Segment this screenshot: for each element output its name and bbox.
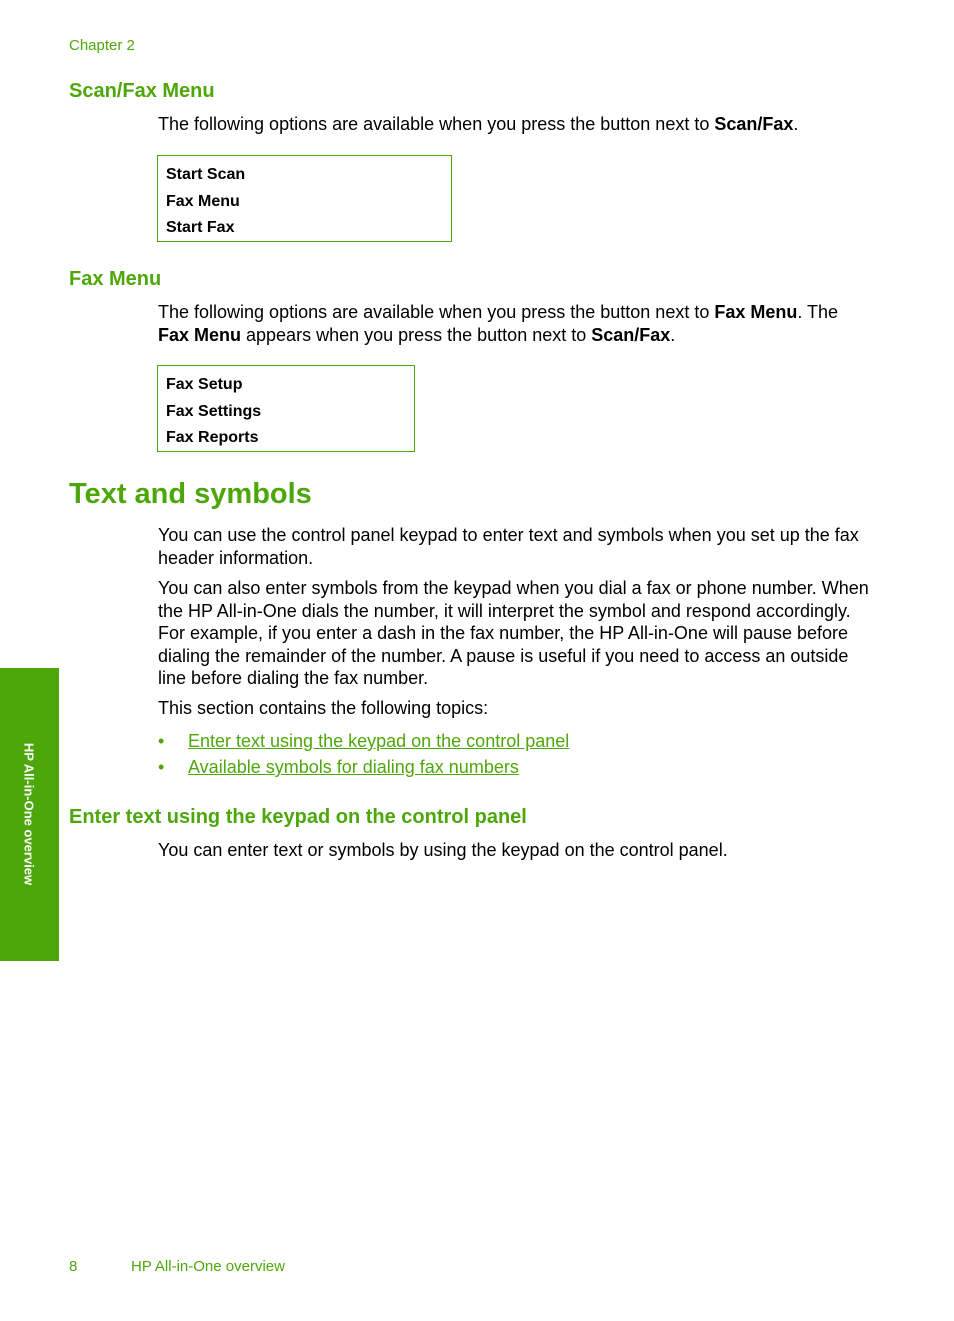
scan-fax-intro-end: . [793,114,799,134]
fax-menu-intro-bold3: Scan/Fax [591,324,671,345]
menu-option-fax-menu: Fax Menu [166,192,240,210]
bullet-icon: • [158,731,165,751]
enter-text-paragraph: You can enter text or symbols by using the keypad on the control panel. [158,840,728,860]
topic-list [158,728,569,780]
side-tab [0,668,59,961]
scan-fax-intro-paragraph [158,113,870,136]
side-tab-label: HP All-in-One overview [21,742,37,886]
scan-fax-intro-bold: Scan/Fax [714,114,794,134]
menu-option-fax-reports: Fax Reports [166,429,259,446]
menu-option-fax-setup: Fax Setup [166,376,243,393]
footer-title: HP All-in-One overview [131,1258,285,1275]
topic-link-enter-text[interactable]: Enter text using the keypad on the control panel [188,731,570,751]
text-symbols-paragraph-2: You can also enter symbols from the keypad when you dial a fax or phone number. When the HP All-in-One dials the number, it will interpret the symbol and respond accordingly. For example, if you enter a dash in the fax number, the HP All-in-One will pause before dialing the remainder of the number. A pause is useful if you need to access an outside line before dialing the fax number. [158,578,869,688]
text-symbols-paragraph-1: You can use the control panel keypad to enter text and symbols when you set up the fax header information. [158,525,859,568]
list-item [158,728,569,754]
menu-option-start-scan: Start Scan [166,166,246,183]
bullet-icon: • [158,757,165,777]
menu-option-fax-settings: Fax Settings [166,402,262,420]
fax-menu-intro-part2: . The [797,302,839,322]
text-symbols-paragraph-3: This section contains the following topics: [158,698,489,718]
chapter-label: Chapter 2 [69,37,135,54]
fax-menu-intro-bold1: Fax Menu [714,302,798,322]
section-heading-fax-menu: Fax Menu [69,268,162,290]
fax-menu-intro-end: . [670,324,676,345]
section-heading-scan-fax-menu: Scan/Fax Menu [69,80,215,102]
fax-menu-options-box [157,365,415,452]
menu-option-start-fax: Start Fax [166,219,235,236]
section-heading-enter-text: Enter text using the keypad on the control panel [69,806,527,828]
fax-menu-intro-part1: The following options are available when you press the button next to [158,302,715,322]
scan-fax-intro-text: The following options are available when you press the button next to [158,114,715,134]
fax-menu-intro-part3: appears when you press the button next to [241,324,592,345]
fax-menu-intro-paragraph [158,301,870,346]
fax-menu-intro-bold2: Fax Menu [158,324,242,345]
page-title-text-and-symbols: Text and symbols [69,478,312,510]
topic-link-available-symbols[interactable]: Available symbols for dialing fax numbers [188,757,519,777]
scan-fax-options-box [157,155,452,242]
list-item [158,754,569,780]
footer-page-number: 8 [69,1258,78,1275]
